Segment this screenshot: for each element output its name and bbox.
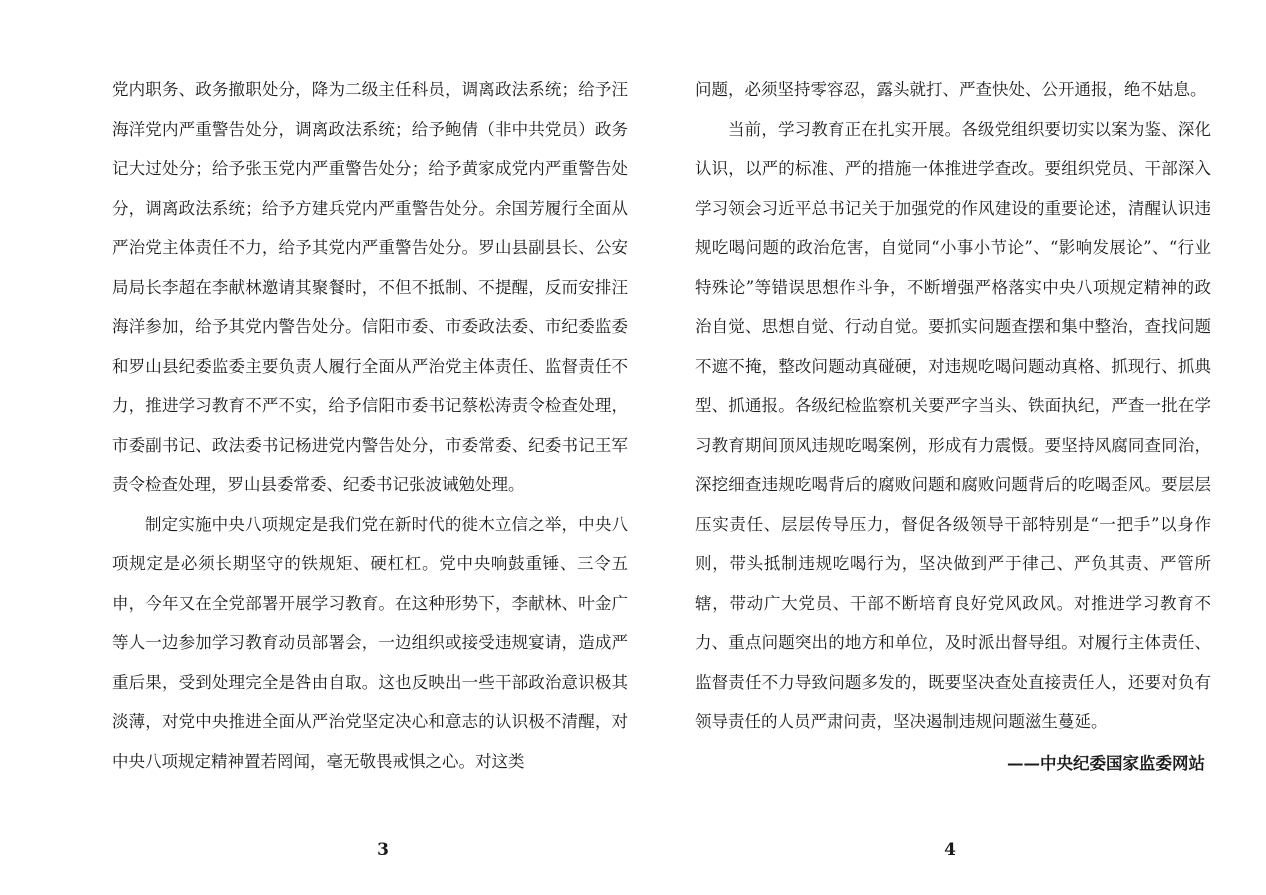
page-number: 3 bbox=[377, 840, 389, 860]
right-page-body bbox=[695, 70, 1211, 783]
body-paragraph: 问题，必须坚持零容忍，露头就打、严查快处、公开通报，绝不姑息。 bbox=[695, 80, 1207, 99]
right-page bbox=[633, 0, 1266, 895]
page-number: 4 bbox=[944, 840, 956, 860]
left-page-body bbox=[112, 70, 628, 781]
body-paragraph: 党内职务、政务撤职处分，降为二级主任科员，调离政法系统；给予汪海洋党内严重警告处分，调离政法系统；给予鲍倩（非中共党员）政务记大过处分；给予张玉党内严重警告处分；给予黄家成党内严重警告处分，调离政法系统；给予方建兵党内严重警告处分。余国芳履行全面从严治党主体责任不力，给予其党内严重警告处分。罗山县副县长、公安局局长李超在李献林邀请其聚餐时，不但不抵制、不提醒，反而安排汪海洋参加，给予其党内警告处分。信阳市委、市委政法委、市纪委监委和罗山县纪委监委主要负责人履行全面从严治党主体责任、监督责任不力，推进学习教育不严不实，给予信阳市委书记蔡松涛责令检查处理，市委副书记、政法委书记杨进党内警告处分，市委常委、纪委书记王军责令检查处理，罗山县委常委、纪委书记张波诫勉处理。 bbox=[112, 80, 628, 494]
body-paragraph: 制定实施中央八项规定是我们党在新时代的徙木立信之举，中央八项规定是必须长期坚守的铁规矩、硬杠杠。党中央响鼓重锤、三令五申，今年又在全党部署开展学习教育。在这种形势下，李献林、叶金广等人一边参加学习教育动员部署会，一边组织或接受违规宴请，造成严重后果，受到处理完全是咎由自取。这也反映出一些干部政治意识极其淡薄，对党中央推进全面从严治党坚定决心和意志的认识极不清醒，对中央八项规定精神置若罔闻，毫无敬畏戒惧之心。对这类 bbox=[112, 514, 628, 771]
source-attribution: ——中央纪委国家监委网站 bbox=[1007, 753, 1205, 773]
body-paragraph: 当前，学习教育正在扎实开展。各级党组织要切实以案为鉴、深化认识，以严的标准、严的措施一体推进学查改。要组织党员、干部深入学习领会习近平总书记关于加强党的作风建设的重要论述，清醒认识违规吃喝问题的政治危害，自觉同“小事小节论”、“影响发展论”、“行业特殊论”等错误思想作斗争，不断增强严格落实中央八项规定精神的政治自觉、思想自觉、行动自觉。要抓实问题查摆和集中整治，查找问题不遮不掩，整改问题动真碰硬，对违规吃喝问题动真格、抓现行、抓典型、抓通报。各级纪检监察机关要严字当头、铁面执纪，严查一批在学习教育期间顶风违规吃喝案例，形成有力震慑。要坚持风腐同查同治，深挖细查违规吃喝背后的腐败问题和腐败问题背后的吃喝歪风。要层层压实责任、层层传导压力，督促各级领导干部特别是“一把手”以身作则，带头抵制违规吃喝行为，坚决做到严于律己、严负其责、严管所辖，带动广大党员、干部不断培育良好党风政风。对推进学习教育不力、重点问题突出的地方和单位，及时派出督导组。对履行主体责任、监督责任不力导致问题多发的，既要坚决查处直接责任人，还要对负有领导责任的人员严肃问责，坚决遏制违规问题滋生蔓延。 bbox=[695, 119, 1211, 731]
